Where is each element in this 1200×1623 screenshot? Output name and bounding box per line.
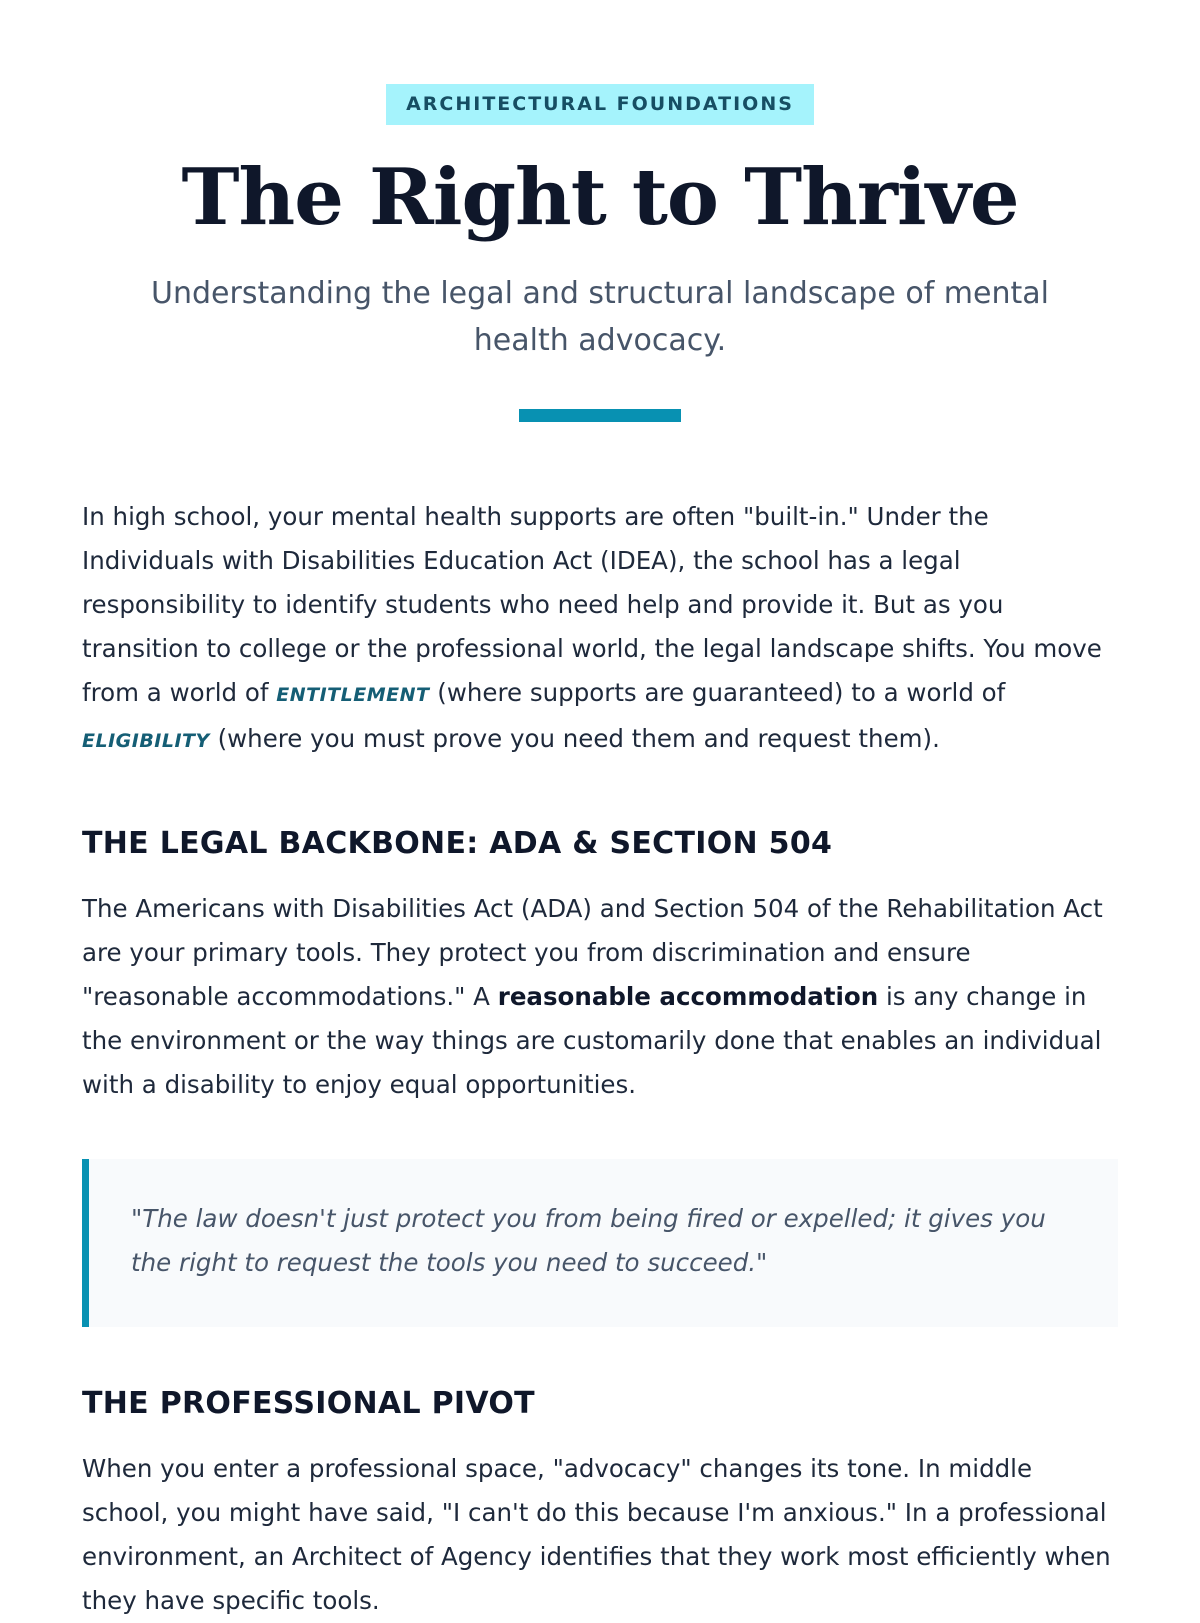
page-title: The Right to Thrive [181,152,1019,243]
reasonable-accommodation-term: reasonable accommodation [497,982,879,1011]
pull-quote-text: "The law doesn't just protect you from being fired or expelled; it gives you the right to request the tools you need to succeed." [131,1204,1046,1277]
article-content [82,495,1118,1623]
section-heading-legal-backbone: THE LEGAL BACKBONE: ADA & SECTION 504 [82,826,833,861]
category-badge: ARCHITECTURAL FOUNDATIONS [386,84,814,125]
legal-text-2: is any change in the environment or the way things are customarily done that enables an individual with a disability to enjoy equal opportunities. [82,982,1102,1099]
pull-quote [82,1159,1118,1327]
intro-text-1: In high school, your mental health supports are often "built-in." Under the Individuals with Disabilities Education Act (IDEA), the school has a legal responsibility to identify students who need help and provide it. But as you transition to college or the professional world, the legal landscape shifts. You move from a world of [82,502,1102,707]
intro-text-2: (where supports are guaranteed) to a world of [429,678,1006,707]
legal-text-1: The Americans with Disabilities Act (ADA) and Section 504 of the Rehabilitation Act are your primary tools. They protect you from discrimination and ensure "reasonable accommodations." A [82,894,1103,1011]
term-eligibility: ELIGIBILITY [82,730,210,752]
professional-pivot-paragraph: When you enter a professional space, "advocacy" changes its tone. In middle school, you might have said, "I can't do this because I'm anxious." In a professional environment, an Architect of Agency identifies that they work most efficiently when they have specific tools. [82,1454,1111,1615]
section-heading-professional-pivot: THE PROFESSIONAL PIVOT [82,1386,535,1421]
article-header [82,0,1118,422]
intro-paragraph [82,495,1118,763]
legal-backbone-paragraph [82,887,1118,1107]
term-entitlement: ENTITLEMENT [276,684,430,706]
page-subtitle: Understanding the legal and structural landscape of mental health advocacy. [151,276,1049,358]
intro-text-3: (where you must prove you need them and request them). [209,724,940,753]
title-divider [519,409,681,422]
